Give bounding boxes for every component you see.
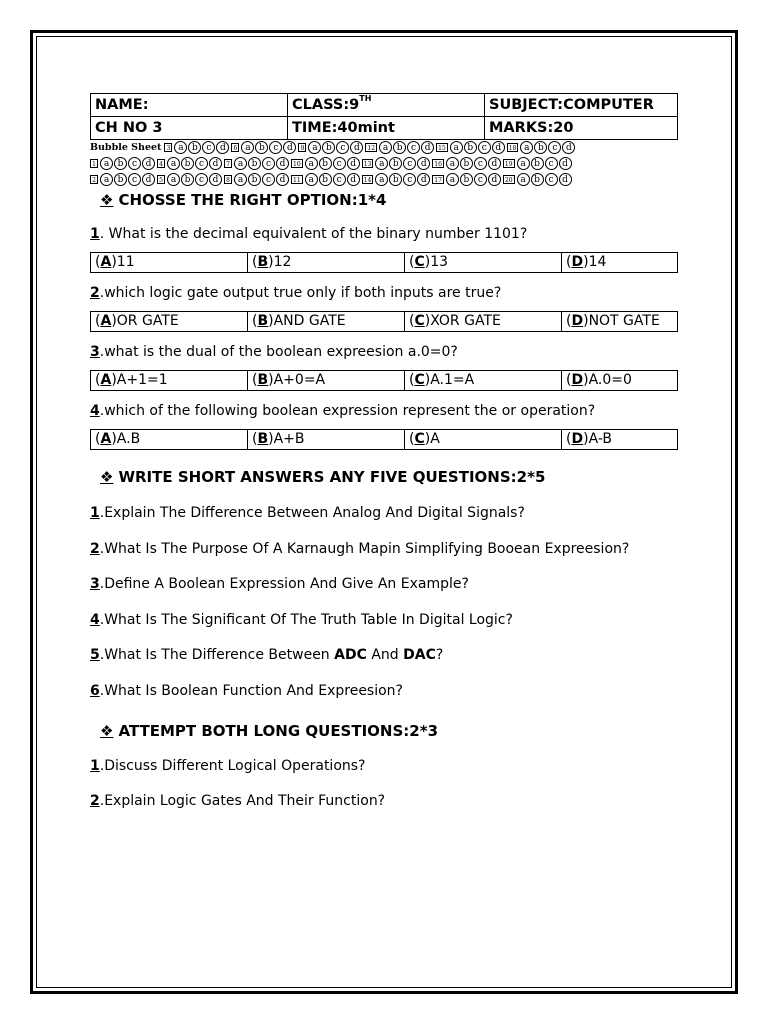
answer-bubble[interactable]: b <box>319 173 332 186</box>
answer-bubble[interactable]: b <box>255 141 268 154</box>
question-number: 6 <box>90 682 100 699</box>
options-table <box>90 252 678 273</box>
question-number: 2 <box>90 285 100 301</box>
bubble-item <box>432 157 502 170</box>
answer-bubble[interactable]: c <box>403 173 416 186</box>
answer-bubble[interactable]: b <box>534 141 547 154</box>
bubble-item <box>432 173 502 186</box>
bubble-row <box>90 140 577 155</box>
subject-cell: SUBJECT:COMPUTER <box>485 94 678 117</box>
answer-bubble[interactable]: d <box>417 173 430 186</box>
option-c[interactable]: (C)13 <box>405 253 562 273</box>
name-cell: NAME: <box>91 94 288 117</box>
question-text: .What Is The Difference Between <box>99 647 335 663</box>
option-letter: C <box>414 313 425 329</box>
question-text: .What Is The Significant Of The Truth Table In Digital Logic? <box>99 611 513 628</box>
answer-bubble[interactable]: c <box>195 157 208 170</box>
answer-bubble[interactable]: b <box>181 173 194 186</box>
answer-bubble[interactable]: a <box>167 173 180 186</box>
answer-bubble[interactable]: d <box>350 141 363 154</box>
option-text: 13 <box>430 254 449 270</box>
bubble-sheet <box>90 140 678 188</box>
diamond-icon: ❖ <box>100 191 114 209</box>
short-question <box>90 505 525 521</box>
answer-bubble[interactable]: c <box>262 157 275 170</box>
answer-bubble[interactable]: a <box>305 173 318 186</box>
option-c[interactable]: (C)A <box>405 430 562 450</box>
option-c[interactable]: (C)XOR GATE <box>405 312 562 332</box>
answer-bubble[interactable]: a <box>520 141 533 154</box>
bubble-row <box>90 172 574 187</box>
option-letter: A <box>100 431 112 447</box>
option-b[interactable]: (B)A+B <box>248 430 405 450</box>
answer-bubble[interactable]: d <box>216 141 229 154</box>
bubble-question-number: 15 <box>438 145 446 152</box>
time-cell: TIME:40mint <box>288 117 485 140</box>
answer-bubble[interactable]: c <box>128 157 141 170</box>
question-text: .what is the dual of the boolean expreesion a.0=0? <box>99 344 458 360</box>
long-heading-text: ATTEMPT BOTH LONG QUESTIONS:2*3 <box>118 722 439 740</box>
option-letter: B <box>257 254 269 270</box>
answer-bubble[interactable]: d <box>347 173 360 186</box>
option-letter: C <box>414 431 425 447</box>
option-b[interactable]: (B)A+0=A <box>248 371 405 391</box>
answer-bubble[interactable]: a <box>100 173 113 186</box>
bubble-question-number: 5 <box>157 175 165 184</box>
short-heading <box>100 468 545 486</box>
option-text: A+0=A <box>273 372 326 388</box>
header-table <box>90 93 678 140</box>
answer-bubble[interactable]: a <box>100 157 113 170</box>
chapter-cell: CH NO 3 <box>91 117 288 140</box>
bubble-question-number: 1 <box>90 159 98 168</box>
answer-bubble[interactable]: d <box>488 173 501 186</box>
marks-cell: MARKS:20 <box>485 117 678 140</box>
bubble-item <box>503 157 573 170</box>
bubble-question-number: 16 <box>434 161 442 168</box>
answer-bubble[interactable]: a <box>517 157 530 170</box>
bubble-item <box>164 141 230 154</box>
answer-bubble[interactable]: d <box>209 173 222 186</box>
answer-bubble[interactable]: c <box>195 173 208 186</box>
answer-bubble[interactable]: a <box>305 157 318 170</box>
short-question <box>90 576 469 592</box>
class-cell <box>288 94 485 117</box>
question-number: 4 <box>90 611 100 628</box>
option-c[interactable]: (C)A.1=A <box>405 371 562 391</box>
bubble-sheet-title: Bubble Sheet <box>90 142 162 153</box>
answer-bubble[interactable]: d <box>421 141 434 154</box>
question-number: 1 <box>90 758 100 774</box>
answer-bubble[interactable]: d <box>559 173 572 186</box>
option-text: A.1=A <box>430 372 475 388</box>
bubble-item <box>157 173 223 186</box>
bubble-item <box>362 173 432 186</box>
question-text: .which of the following boolean expression represent the or operation? <box>99 403 596 419</box>
bubble-item <box>291 173 361 186</box>
option-text: 12 <box>273 254 292 270</box>
answer-bubble[interactable]: d <box>347 157 360 170</box>
option-letter: D <box>571 313 584 329</box>
question-text: And <box>366 647 404 663</box>
bubble-item <box>90 173 156 186</box>
answer-bubble[interactable]: b <box>393 141 406 154</box>
question-text: .which logic gate output true only if both inputs are true? <box>99 285 502 301</box>
bubble-item <box>224 173 290 186</box>
answer-bubble[interactable]: c <box>548 141 561 154</box>
option-a[interactable]: (A)A+1=1 <box>91 371 248 391</box>
question-text: ? <box>435 647 444 663</box>
long-heading <box>100 722 438 740</box>
option-letter: D <box>571 431 584 447</box>
option-letter: D <box>571 372 584 388</box>
option-a[interactable]: (A)A.B <box>91 430 248 450</box>
question-number: 5 <box>90 647 100 663</box>
question-text: .Explain Logic Gates And Their Function? <box>99 793 386 809</box>
option-text: 14 <box>588 254 607 270</box>
answer-bubble[interactable]: d <box>417 157 430 170</box>
exam-paper <box>90 93 678 888</box>
long-question <box>90 758 365 774</box>
bubble-question-number: 4 <box>157 159 165 168</box>
answer-bubble[interactable]: d <box>276 173 289 186</box>
answer-bubble[interactable]: b <box>114 173 127 186</box>
bubble-item <box>224 157 290 170</box>
answer-bubble[interactable]: d <box>559 157 572 170</box>
answer-bubble[interactable]: a <box>375 157 388 170</box>
mcq-question <box>90 344 458 360</box>
question-bold-term: DAC <box>403 647 436 663</box>
answer-bubble[interactable]: a <box>234 157 247 170</box>
mcq-question <box>90 226 527 242</box>
answer-bubble[interactable]: c <box>336 141 349 154</box>
bubble-question-number: 6 <box>231 143 239 152</box>
answer-bubble[interactable]: c <box>545 173 558 186</box>
answer-bubble[interactable]: b <box>248 157 261 170</box>
bubble-question-number: 14 <box>363 177 372 184</box>
mcq-heading-text: CHOSSE THE RIGHT OPTION:1*4 <box>118 191 387 209</box>
answer-bubble[interactable]: b <box>531 157 544 170</box>
option-text: XOR GATE <box>430 313 501 329</box>
bubble-row <box>90 156 574 171</box>
diamond-icon: ❖ <box>100 722 114 740</box>
questions-area <box>90 188 678 888</box>
answer-bubble[interactable]: b <box>460 157 473 170</box>
question-text: .What Is The Purpose Of A Karnaugh Mapin Simplifying Booean Expreesion? <box>99 540 630 557</box>
answer-bubble[interactable]: c <box>262 173 275 186</box>
answer-bubble[interactable]: a <box>167 157 180 170</box>
bubble-question-number: 2 <box>90 175 98 184</box>
option-d[interactable]: (D)NOT GATE <box>562 312 678 332</box>
answer-bubble[interactable]: a <box>234 173 247 186</box>
answer-bubble[interactable]: a <box>241 141 254 154</box>
answer-bubble[interactable]: b <box>248 173 261 186</box>
option-letter: A <box>100 254 112 270</box>
answer-bubble[interactable]: c <box>333 173 346 186</box>
answer-bubble[interactable]: b <box>389 157 402 170</box>
option-text: A-B <box>588 431 612 447</box>
option-letter: B <box>257 431 269 447</box>
option-text: AND GATE <box>273 313 346 329</box>
bubble-question-number: 3 <box>164 143 172 152</box>
class-superscript: TH <box>359 94 372 103</box>
question-text: .Explain The Difference Between Analog And Digital Signals? <box>99 505 525 521</box>
question-number: 3 <box>90 576 100 592</box>
option-text: A.0=0 <box>588 372 632 388</box>
mcq-question <box>90 403 595 419</box>
bubble-item <box>436 141 506 154</box>
options-table <box>90 311 678 332</box>
question-number: 4 <box>90 403 100 419</box>
bubble-item <box>507 141 577 154</box>
answer-bubble[interactable]: b <box>322 141 335 154</box>
question-text: . What is the decimal equivalent of the binary number 1101? <box>99 226 528 242</box>
answer-bubble[interactable]: a <box>308 141 321 154</box>
question-text: .What Is Boolean Function And Expreesion? <box>99 682 403 699</box>
answer-bubble[interactable]: b <box>464 141 477 154</box>
options-table <box>90 429 678 450</box>
option-letter: B <box>257 313 269 329</box>
bubble-question-number: 19 <box>504 161 513 168</box>
answer-bubble[interactable]: a <box>446 173 459 186</box>
question-number: 1 <box>90 226 100 242</box>
short-question <box>90 612 513 628</box>
mcq-heading <box>100 191 386 209</box>
bubble-item <box>362 157 432 170</box>
option-letter: B <box>257 372 269 388</box>
answer-bubble[interactable]: c <box>545 157 558 170</box>
answer-bubble[interactable]: a <box>450 141 463 154</box>
option-letter: C <box>414 372 425 388</box>
answer-bubble[interactable]: c <box>403 157 416 170</box>
question-number: 2 <box>90 540 100 557</box>
bubble-question-number: 10 <box>293 161 301 168</box>
short-question <box>90 541 629 557</box>
answer-bubble[interactable]: c <box>128 173 141 186</box>
option-letter: A <box>100 372 112 388</box>
short-question <box>90 647 443 663</box>
answer-bubble[interactable]: a <box>446 157 459 170</box>
bubble-question-number: 8 <box>224 175 232 184</box>
option-d[interactable]: (D)14 <box>562 253 678 273</box>
question-number: 3 <box>90 344 100 360</box>
answer-bubble[interactable]: d <box>209 157 222 170</box>
option-a[interactable]: (A)11 <box>91 253 248 273</box>
answer-bubble[interactable]: a <box>375 173 388 186</box>
option-text: A.B <box>116 431 141 447</box>
answer-bubble[interactable]: a <box>174 141 187 154</box>
question-number: 1 <box>90 505 100 521</box>
bubble-item <box>298 141 364 154</box>
options-table <box>90 370 678 391</box>
answer-bubble[interactable]: c <box>474 157 487 170</box>
answer-bubble[interactable]: c <box>407 141 420 154</box>
answer-bubble[interactable]: b <box>460 173 473 186</box>
option-text: A <box>430 431 440 447</box>
option-text: OR GATE <box>116 313 179 329</box>
question-text: .Define A Boolean Expression And Give An Example? <box>99 576 469 592</box>
answer-bubble[interactable]: d <box>142 157 155 170</box>
bubble-item <box>231 141 297 154</box>
option-letter: A <box>100 313 112 329</box>
option-text: 11 <box>116 254 135 270</box>
long-question <box>90 793 385 809</box>
answer-bubble[interactable]: a <box>517 173 530 186</box>
answer-bubble[interactable]: b <box>114 157 127 170</box>
bubble-question-number: 9 <box>298 143 306 152</box>
answer-bubble[interactable]: b <box>188 141 201 154</box>
answer-bubble[interactable]: c <box>333 157 346 170</box>
answer-bubble[interactable]: c <box>478 141 491 154</box>
bubble-item <box>503 173 573 186</box>
answer-bubble[interactable]: d <box>142 173 155 186</box>
option-d[interactable]: (D)A.0=0 <box>562 371 678 391</box>
option-text: A+B <box>273 431 305 447</box>
bubble-question-number: 17 <box>434 177 442 184</box>
answer-bubble[interactable]: d <box>488 157 501 170</box>
option-letter: C <box>414 254 425 270</box>
bubble-question-number: 20 <box>504 177 513 184</box>
bubble-question-number: 11 <box>293 177 301 184</box>
question-bold-term: ADC <box>334 647 367 663</box>
answer-bubble[interactable]: a <box>379 141 392 154</box>
answer-bubble[interactable]: c <box>474 173 487 186</box>
option-letter: D <box>571 254 584 270</box>
short-question <box>90 683 403 699</box>
bubble-item <box>365 141 435 154</box>
bubble-question-number: 12 <box>367 145 376 152</box>
answer-bubble[interactable]: d <box>276 157 289 170</box>
option-b[interactable]: (B)12 <box>248 253 405 273</box>
answer-bubble[interactable]: b <box>389 173 402 186</box>
mcq-question <box>90 285 501 301</box>
question-number: 2 <box>90 793 100 809</box>
bubble-question-number: 18 <box>508 145 517 152</box>
answer-bubble[interactable]: b <box>181 157 194 170</box>
class-label: CLASS:9 <box>292 97 360 113</box>
answer-bubble[interactable]: d <box>562 141 575 154</box>
question-text: .Discuss Different Logical Operations? <box>99 758 366 774</box>
option-b[interactable]: (B)AND GATE <box>248 312 405 332</box>
answer-bubble[interactable]: d <box>492 141 505 154</box>
bubble-question-number: 7 <box>224 159 232 168</box>
diamond-icon: ❖ <box>100 468 114 486</box>
option-d[interactable]: (D)A-B <box>562 430 678 450</box>
bubble-item <box>90 157 156 170</box>
bubble-question-number: 13 <box>363 161 372 168</box>
short-heading-text: WRITE SHORT ANSWERS ANY FIVE QUESTIONS:2*5 <box>118 468 546 486</box>
option-text: A+1=1 <box>116 372 168 388</box>
answer-bubble[interactable]: c <box>269 141 282 154</box>
answer-bubble[interactable]: d <box>283 141 296 154</box>
answer-bubble[interactable]: b <box>319 157 332 170</box>
answer-bubble[interactable]: b <box>531 173 544 186</box>
answer-bubble[interactable]: c <box>202 141 215 154</box>
option-text: NOT GATE <box>588 313 660 329</box>
bubble-item <box>157 157 223 170</box>
option-a[interactable]: (A)OR GATE <box>91 312 248 332</box>
bubble-item <box>291 157 361 170</box>
